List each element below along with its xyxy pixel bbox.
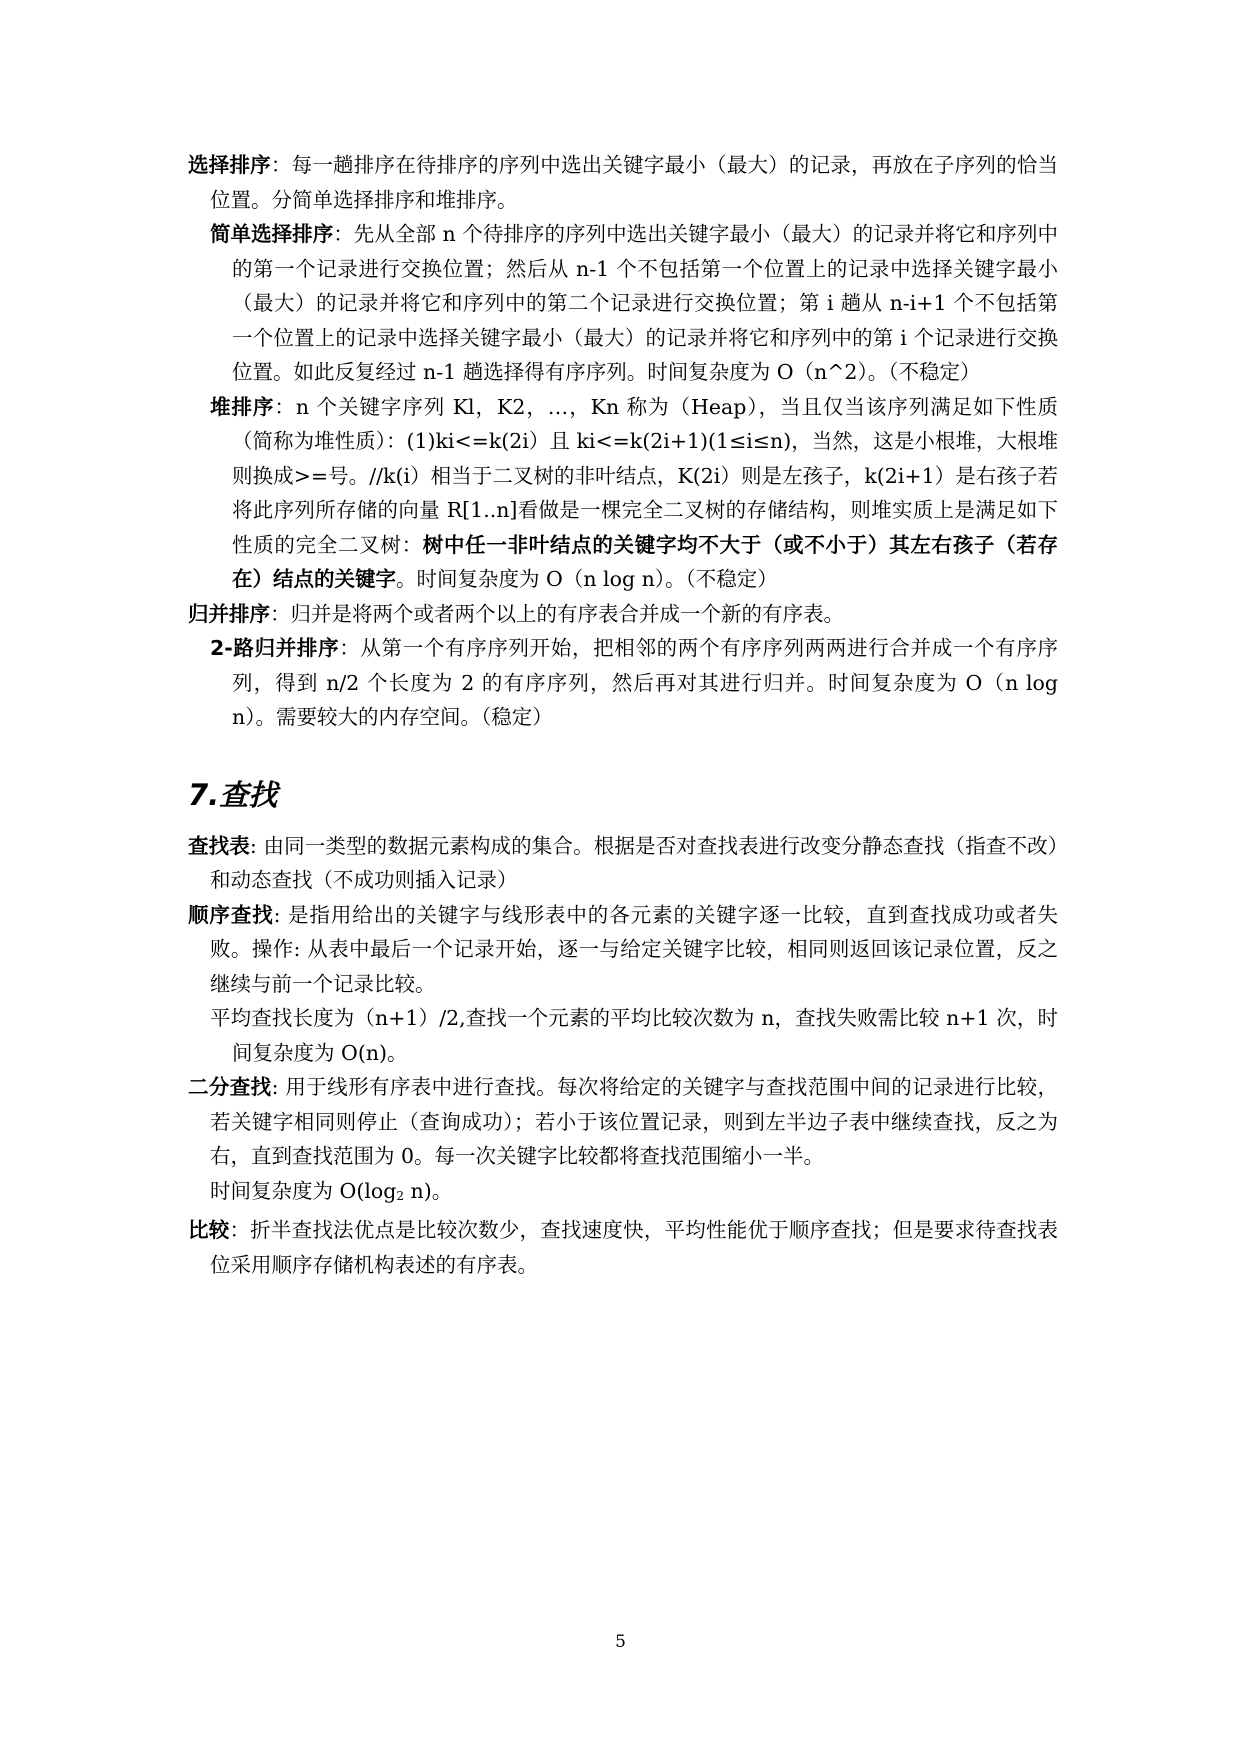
sequential-search-avg: 平均查找长度为（n+1）/2,查找一个元素的平均比较次数为 n，查找失败需比较 n+1 次，时间复杂度为 O(n)。	[210, 1006, 1058, 1065]
binary-search-paragraph	[188, 1070, 1058, 1174]
sequential-search-paragraph	[188, 898, 1058, 1002]
two-way-merge-term: 2-路归并排序	[210, 636, 340, 660]
heap-sort-paragraph	[188, 390, 1058, 597]
compare-term: 比较	[188, 1218, 230, 1242]
sequential-search-text: : 是指用给出的关键字与线形表中的各元素的关键字逐一比较，直到查找成功或者失败。操作: 从表中最后一个记录开始，逐一与给定关键字比较，相同则返回该记录位置，反之继续与前一个记录比较。	[210, 902, 1059, 996]
binary-search-term: 二分查找	[188, 1075, 272, 1099]
two-way-merge-text: ：从第一个有序序列开始，把相邻的两个有序序列两两进行合并成一个有序序列，得到 n/2 个长度为 2 的有序序列，然后再对其进行归并。时间复杂度为 O（n log n）。需要较大的内存空间。（稳定）	[232, 636, 1058, 729]
heap-sort-term: 堆排序	[210, 394, 275, 419]
selection-sort-term: 选择排序	[188, 153, 271, 177]
binary-complexity-prefix: 时间复杂度为 O(log	[210, 1178, 397, 1203]
section-heading-search: 7.查找	[188, 777, 278, 812]
page-number: 5	[615, 1632, 626, 1652]
compare-text: ：折半查找法优点是比较次数少，查找速度快，平均性能优于顺序查找；但是要求待查找表位采用顺序存储机构表述的有序表。	[210, 1218, 1059, 1277]
merge-sort-text: ：归并是将两个或者两个以上的有序表合并成一个新的有序表。	[270, 601, 844, 626]
compare-paragraph	[188, 1213, 1058, 1282]
merge-sort-term: 归并排序	[188, 601, 270, 626]
simple-selection-paragraph	[188, 217, 1058, 390]
heap-sort-text: ：n 个关键字序列 Kl，K2，…，Kn 称为（Heap），当且仅当该序列满足如下性质（简称为堆性质）：(1)ki<=k(2i）且 ki<=k(2i+1)(1≤i≤n)，当然，这是小根堆，大根堆则换成>=号。//k(i）相当于二叉树的非叶结点，K(2i）则是左孩子，k(2i+1）是右孩子若将此序列所存储的向量 R[1..n]看做是一棵完全二叉树的存储结构，则堆实质上是满足如下性质的完全二叉树：	[232, 394, 1058, 557]
merge-sort-paragraph	[188, 597, 1058, 632]
search-table-paragraph	[188, 829, 1058, 898]
binary-search-text: : 用于线形有序表中进行查找。每次将给定的关键字与查找范围中间的记录进行比较，若关键字相同则停止（查询成功）；若小于该位置记录，则到左半边子表中继续查找，反之为右，直到查找范围为 0。每一次关键字比较都将查找范围缩小一半。	[210, 1075, 1059, 1168]
two-way-merge-paragraph	[188, 631, 1058, 735]
heap-sort-bold-text: 树中任一非叶结点的关键字均不大于（或不小于）其左右孩子（若存在）结点的关键字	[232, 532, 1059, 591]
search-table-text: : 由同一类型的数据元素构成的集合。根据是否对查找表进行改变分静态查找（指查不改）和动态查找（不成功则插入记录）	[210, 833, 1059, 892]
binary-complexity-suffix: n)。	[403, 1178, 453, 1203]
search-table-term: 查找表	[188, 833, 250, 858]
sequential-search-term: 顺序查找	[188, 902, 274, 927]
simple-selection-term: 简单选择排序	[210, 222, 334, 246]
heap-sort-text-end: 。时间复杂度为 O（n log n）。（不稳定）	[396, 567, 778, 591]
binary-search-complexity	[188, 1174, 1058, 1214]
selection-sort-paragraph	[188, 148, 1058, 217]
selection-sort-text: ：每一趟排序在待排序的序列中选出关键字最小（最大）的记录，再放在子序列的恰当位置。分简单选择排序和堆排序。	[210, 153, 1059, 212]
text-block	[188, 148, 1058, 1282]
simple-selection-text: ：先从全部 n 个待排序的序列中选出关键字最小（最大）的记录并将它和序列中的第一个记录进行交换位置；然后从 n-1 个不包括第一个位置上的记录中选择关键字最小（最大）的记录并将它和序列中的第二个记录进行交换位置；第 i 趟从 n-i+1 个不包括第一个位置上的记录中选择关键字最小（最大）的记录并将它和序列中的第 i 个记录进行交换位置。如此反复经过 n-1 趟选择得有序序列。时间复杂度为 O（n^2）。（不稳定）	[232, 222, 1059, 384]
log-base-subscript: 2	[396, 1188, 404, 1203]
